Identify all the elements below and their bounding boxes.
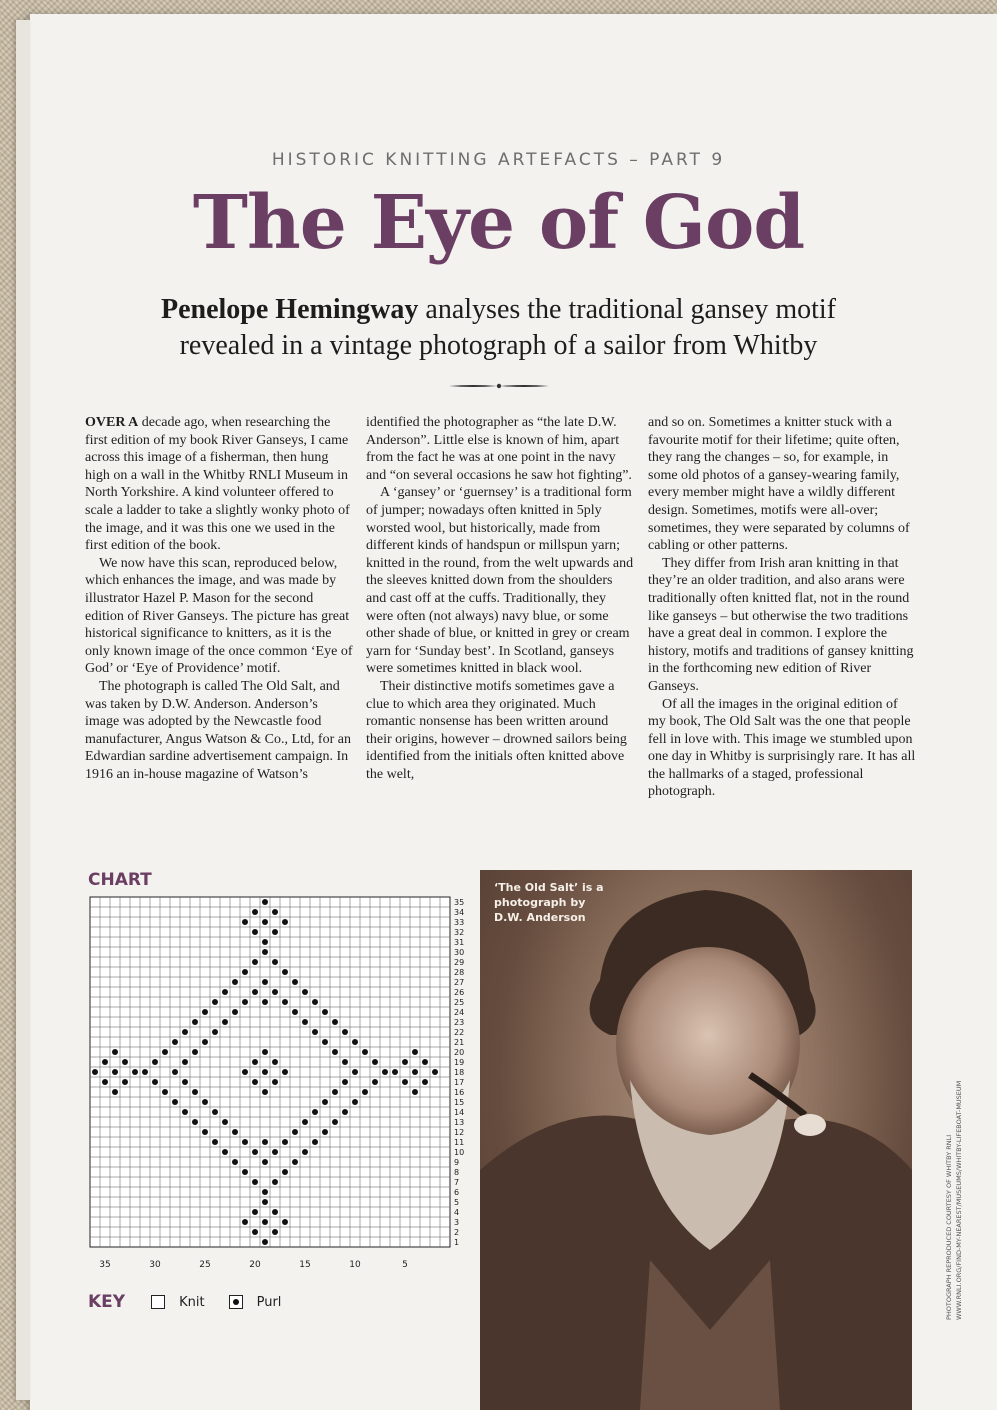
purl-stitch <box>242 1169 248 1175</box>
knitting-chart <box>80 892 480 1282</box>
purl-stitch <box>102 1079 108 1085</box>
row-number-label: 2 <box>454 1228 460 1237</box>
purl-stitch <box>282 1069 288 1075</box>
author-name: Penelope Hemingway <box>161 294 419 325</box>
purl-stitch <box>362 1049 368 1055</box>
column-number-label: 10 <box>349 1260 361 1270</box>
paragraph: The photograph is called The Old Salt, and was taken by D.W. Anderson. Anderson’s image was adopted by the Newcastle food manufacturer, Angus Watson & Co., Ltd, for an Edwardian sardine advertisement campaign. In 1916 an in-house magazine of Watson’s <box>85 678 351 782</box>
purl-stitch <box>332 1089 338 1095</box>
purl-stitch <box>262 1139 268 1145</box>
purl-stitch <box>102 1059 108 1065</box>
purl-stitch <box>262 1219 268 1225</box>
purl-stitch <box>212 999 218 1005</box>
purl-stitch <box>302 1119 308 1125</box>
purl-stitch <box>242 999 248 1005</box>
column-number-label: 25 <box>199 1260 211 1270</box>
purl-stitch <box>272 959 278 965</box>
row-number-label: 6 <box>454 1188 460 1197</box>
purl-stitch <box>392 1069 398 1075</box>
row-number-label: 13 <box>454 1118 465 1127</box>
purl-stitch <box>412 1049 418 1055</box>
purl-stitch <box>252 989 258 995</box>
row-number-label: 3 <box>454 1218 460 1227</box>
purl-stitch <box>242 1139 248 1145</box>
purl-stitch <box>272 1229 278 1235</box>
row-number-label: 15 <box>454 1098 465 1107</box>
row-number-label: 1 <box>454 1238 460 1247</box>
purl-stitch <box>382 1069 388 1075</box>
purl-stitch <box>252 1079 258 1085</box>
photo-credit <box>944 1081 964 1320</box>
article-title: The Eye of God <box>192 180 805 266</box>
row-number-label: 4 <box>454 1208 460 1217</box>
purl-stitch <box>182 1059 188 1065</box>
purl-stitch <box>312 1109 318 1115</box>
purl-stitch <box>252 1209 258 1215</box>
purl-stitch <box>322 1129 328 1135</box>
purl-stitch <box>262 979 268 985</box>
column-number-label: 20 <box>249 1260 261 1270</box>
purl-stitch <box>222 989 228 995</box>
purl-stitch <box>342 1059 348 1065</box>
purl-stitch <box>332 1019 338 1025</box>
purl-stitch <box>262 1189 268 1195</box>
purl-stitch <box>262 899 268 905</box>
row-number-label: 12 <box>454 1128 465 1137</box>
purl-stitch <box>352 1099 358 1105</box>
key-knit-label: Knit <box>179 1294 205 1310</box>
row-number-label: 35 <box>454 898 465 907</box>
chart-key <box>88 1292 305 1312</box>
purl-stitch <box>322 1039 328 1045</box>
purl-stitch <box>292 1009 298 1015</box>
purl-stitch <box>202 1039 208 1045</box>
purl-stitch <box>152 1059 158 1065</box>
purl-stitch <box>272 929 278 935</box>
row-number-label: 11 <box>454 1138 465 1147</box>
chart-label: CHART <box>88 870 152 890</box>
purl-stitch <box>262 1049 268 1055</box>
purl-stitch <box>252 1149 258 1155</box>
purl-stitch <box>242 919 248 925</box>
purl-stitch <box>282 1169 288 1175</box>
purl-stitch <box>272 1059 278 1065</box>
purl-stitch <box>282 919 288 925</box>
row-number-label: 10 <box>454 1148 465 1157</box>
purl-stitch <box>202 1099 208 1105</box>
purl-stitch <box>162 1049 168 1055</box>
purl-stitch <box>302 1019 308 1025</box>
text-column-2 <box>366 414 634 783</box>
column-number-label: 30 <box>149 1260 161 1270</box>
purl-stitch <box>152 1079 158 1085</box>
row-number-label: 14 <box>454 1108 465 1117</box>
purl-stitch <box>272 989 278 995</box>
row-number-label: 22 <box>454 1028 465 1037</box>
purl-stitch <box>242 1069 248 1075</box>
paragraph: They differ from Irish aran knitting in that they’re an older tradition, and also arans were traditionally often knitted flat, not in the round like ganseys – but otherwise the two traditions have a great deal in common. I explore the history, motifs and traditions of gansey knitting in the forthcoming new edition of River Ganseys. <box>648 555 914 694</box>
purl-stitch <box>282 1139 288 1145</box>
row-number-label: 33 <box>454 918 465 927</box>
row-number-label: 26 <box>454 988 465 997</box>
row-number-label: 18 <box>454 1068 465 1077</box>
knit-symbol-icon <box>151 1295 165 1309</box>
row-number-label: 31 <box>454 938 465 947</box>
purl-stitch <box>262 999 268 1005</box>
purl-stitch <box>112 1049 118 1055</box>
standfirst <box>0 292 997 364</box>
purl-stitch <box>432 1069 438 1075</box>
row-number-label: 34 <box>454 908 465 917</box>
key-title: KEY <box>88 1292 126 1312</box>
purl-stitch <box>272 1179 278 1185</box>
purl-stitch <box>212 1109 218 1115</box>
old-salt-photo <box>480 870 912 1410</box>
credit-line-2: WWW.RNLI.ORG/FIND-MY-NEAREST/MUSEUMS/WHITBY-LIFEBOAT-MUSEUM <box>955 1080 963 1320</box>
purl-stitch <box>192 1089 198 1095</box>
purl-stitch <box>272 1079 278 1085</box>
paragraph: We now have this scan, reproduced below, which enhances the image, and was made by illustrator Hazel P. Mason for the second edition of River Ganseys. The picture has great historical significance to knitters, as it is the only known image of the once common ‘Eye of God’ or ‘Eye of Providence’ motif. <box>85 555 353 677</box>
purl-stitch <box>262 1199 268 1205</box>
purl-stitch <box>262 949 268 955</box>
purl-stitch <box>372 1079 378 1085</box>
purl-stitch <box>242 969 248 975</box>
purl-stitch <box>282 999 288 1005</box>
purl-stitch <box>252 1059 258 1065</box>
row-number-label: 21 <box>454 1038 465 1047</box>
column-number-label: 35 <box>99 1260 111 1270</box>
column-number-label: 5 <box>402 1260 408 1270</box>
purl-stitch <box>272 909 278 915</box>
purl-symbol-icon <box>229 1295 243 1309</box>
row-number-label: 20 <box>454 1048 465 1057</box>
credit-line-1: PHOTOGRAPH REPRODUCED COURTESY OF WHITBY RNLI <box>945 1134 953 1320</box>
purl-stitch <box>252 959 258 965</box>
purl-stitch <box>422 1059 428 1065</box>
purl-stitch <box>202 1009 208 1015</box>
purl-stitch <box>272 1149 278 1155</box>
row-number-label: 17 <box>454 1078 465 1087</box>
text-column-3 <box>648 414 916 801</box>
purl-stitch <box>312 1139 318 1145</box>
purl-stitch <box>262 1089 268 1095</box>
purl-stitch <box>252 929 258 935</box>
row-number-label: 24 <box>454 1008 465 1017</box>
row-number-label: 30 <box>454 948 465 957</box>
paragraph: and so on. Sometimes a knitter stuck with a favourite motif for their lifetime; quite often, they rang the changes – so, for example, in some old photos of a gansey-wearing family, every member might have a wildly different design. Sometimes, motifs were all-over; sometimes, they were separated by columns of cabling or other patterns. <box>648 415 910 554</box>
standfirst-line2: revealed in a vintage photograph of a sailor from Whitby <box>179 330 818 361</box>
standfirst-line1: analyses the traditional gansey motif <box>418 294 836 325</box>
paragraph: Of all the images in the original edition of my book, The Old Salt was the one that people fell in love with. This image we stumbled upon one day in Whitby is surprisingly rare. It has all the hallmarks of a staged, professional photograph. <box>648 696 916 800</box>
purl-stitch <box>352 1039 358 1045</box>
purl-stitch <box>292 1159 298 1165</box>
purl-stitch <box>172 1069 178 1075</box>
purl-stitch <box>402 1059 408 1065</box>
purl-stitch <box>232 1009 238 1015</box>
purl-stitch <box>312 999 318 1005</box>
purl-stitch <box>252 909 258 915</box>
purl-stitch <box>182 1029 188 1035</box>
paragraph: Their distinctive motifs sometimes gave a clue to which area they originated. Much romantic nonsense has been written around their origins, however – drowned sailors being identified from the initials often knitted above the welt, <box>366 678 627 782</box>
purl-stitch <box>372 1059 378 1065</box>
purl-stitch <box>422 1079 428 1085</box>
row-number-label: 27 <box>454 978 465 987</box>
purl-stitch <box>162 1089 168 1095</box>
purl-stitch <box>122 1079 128 1085</box>
purl-stitch <box>352 1069 358 1075</box>
purl-stitch <box>262 919 268 925</box>
purl-stitch <box>342 1029 348 1035</box>
purl-stitch <box>192 1019 198 1025</box>
ornament-divider <box>449 383 549 389</box>
purl-stitch <box>212 1139 218 1145</box>
purl-stitch <box>282 1219 288 1225</box>
paragraph: identified the photographer as “the late D.W. Anderson”. Little else is known of him, apart from the fact he was at one point in the navy and “on several occasions he saw hot fighting”. <box>366 415 632 483</box>
paragraph: OVER A decade ago, when researching the first edition of my book River Ganseys, I came across this image of a fisherman, then hung high on a wall in the Whitby RNLI Museum in North Yorkshire. A kind volunteer offered to scale a ladder to take a slightly wonky photo of the image, and it was this one we used in the first edition of the book. <box>85 415 350 554</box>
purl-stitch <box>232 1129 238 1135</box>
purl-stitch <box>182 1079 188 1085</box>
purl-stitch <box>262 1159 268 1165</box>
purl-stitch <box>322 1009 328 1015</box>
purl-stitch <box>282 969 288 975</box>
purl-stitch <box>252 1179 258 1185</box>
row-number-label: 8 <box>454 1168 460 1177</box>
purl-stitch <box>192 1119 198 1125</box>
purl-stitch <box>302 1149 308 1155</box>
purl-stitch <box>92 1069 98 1075</box>
purl-stitch <box>242 1219 248 1225</box>
row-number-label: 25 <box>454 998 465 1007</box>
series-kicker: HISTORIC KNITTING ARTEFACTS – PART 9 <box>271 150 726 170</box>
purl-stitch <box>222 1149 228 1155</box>
purl-stitch <box>302 989 308 995</box>
purl-stitch <box>192 1049 198 1055</box>
row-number-label: 28 <box>454 968 465 977</box>
row-number-label: 7 <box>454 1178 460 1187</box>
row-number-label: 19 <box>454 1058 465 1067</box>
purl-stitch <box>412 1069 418 1075</box>
key-purl-label: Purl <box>256 1294 282 1310</box>
row-number-label: 9 <box>454 1158 460 1167</box>
purl-stitch <box>122 1059 128 1065</box>
row-number-label: 32 <box>454 928 465 937</box>
purl-stitch <box>222 1119 228 1125</box>
purl-stitch <box>272 1209 278 1215</box>
purl-stitch <box>412 1089 418 1095</box>
purl-stitch <box>182 1109 188 1115</box>
purl-stitch <box>262 1069 268 1075</box>
purl-stitch <box>202 1129 208 1135</box>
lead-in: OVER A <box>85 415 139 430</box>
purl-stitch <box>172 1039 178 1045</box>
purl-stitch <box>312 1029 318 1035</box>
purl-stitch <box>112 1069 118 1075</box>
purl-stitch <box>212 1029 218 1035</box>
purl-stitch <box>252 1229 258 1235</box>
photo-caption: ‘The Old Salt’ is a photograph by D.W. Anderson <box>494 881 604 924</box>
paragraph: A ‘gansey’ or ‘guernsey’ is a traditional form of jumper; nowadays often knitted in 5ply worsted wool, but historically, made from different kinds of handspun or millspun yarn; knitted in the round, from the welt upwards and the sleeves knitted down from the shoulders and cast off at the cuffs. Traditionally, they were often (not always) navy blue, or some other shade of blue, or knitted in grey or cream yarn for ‘Sunday best’. In Scotland, ganseys were sometimes knitted in black wool. <box>366 485 634 677</box>
purl-stitch <box>362 1089 368 1095</box>
purl-stitch <box>342 1109 348 1115</box>
purl-stitch <box>332 1049 338 1055</box>
purl-stitch <box>322 1099 328 1105</box>
row-number-label: 16 <box>454 1088 465 1097</box>
row-number-label: 5 <box>454 1198 460 1207</box>
purl-stitch <box>232 979 238 985</box>
column-number-label: 15 <box>299 1260 311 1270</box>
purl-stitch <box>172 1099 178 1105</box>
purl-stitch <box>262 939 268 945</box>
text-column-1 <box>85 414 353 783</box>
purl-stitch <box>292 979 298 985</box>
purl-stitch <box>132 1069 138 1075</box>
purl-stitch <box>332 1119 338 1125</box>
purl-stitch <box>402 1079 408 1085</box>
row-number-label: 23 <box>454 1018 465 1027</box>
sailor-illustration <box>480 870 912 1410</box>
purl-stitch <box>232 1159 238 1165</box>
purl-stitch <box>222 1019 228 1025</box>
purl-stitch <box>142 1069 148 1075</box>
purl-stitch <box>292 1129 298 1135</box>
row-number-label: 29 <box>454 958 465 967</box>
purl-stitch <box>342 1079 348 1085</box>
purl-stitch <box>112 1089 118 1095</box>
purl-stitch <box>262 1239 268 1245</box>
